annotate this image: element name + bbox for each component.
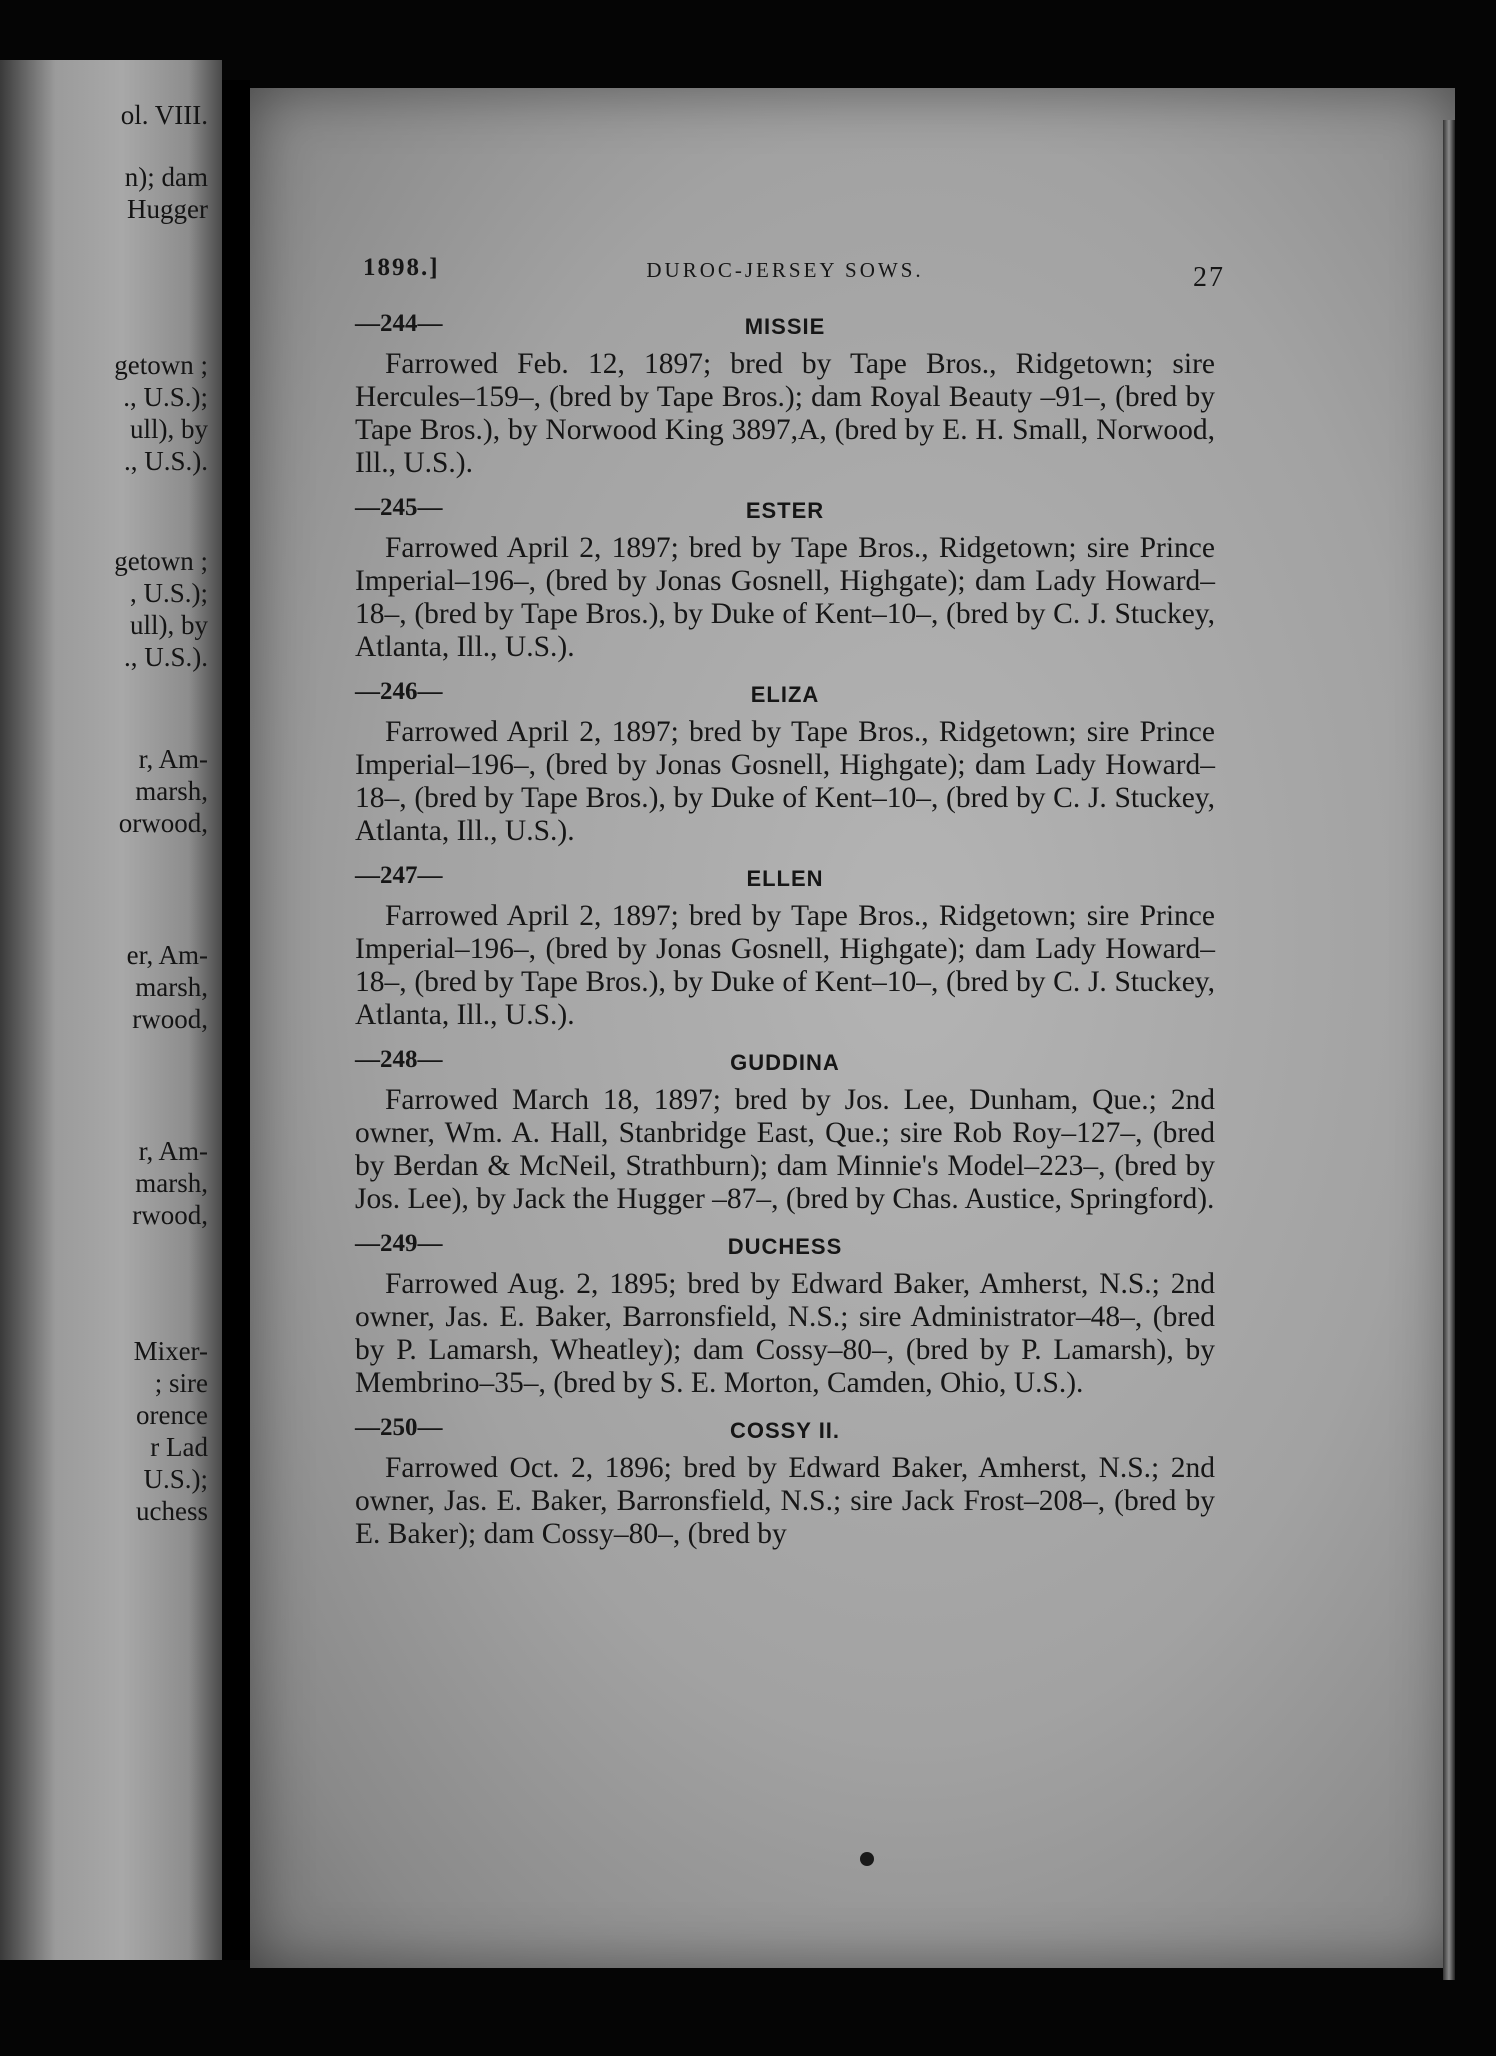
left-page-fragment: ; sire <box>154 1368 208 1398</box>
book-gutter <box>222 80 250 1960</box>
left-page-fragment: orwood, <box>118 808 208 838</box>
left-page-fragment: ull), by <box>130 610 208 640</box>
left-page-fragment: ull), by <box>130 414 208 444</box>
ink-blot <box>860 1852 874 1866</box>
left-page-fragment: ., U.S.). <box>123 642 208 672</box>
left-page-fragment: getown ; <box>114 546 208 576</box>
entry-number: —245— <box>355 494 443 521</box>
left-page-fragment: r Lad <box>150 1432 208 1462</box>
entry-name: MISSIE <box>744 314 826 339</box>
entry-name: ELIZA <box>750 682 820 707</box>
entry-name: DUCHESS <box>727 1234 843 1259</box>
entry-number: —246— <box>355 678 443 705</box>
page-number: 27 <box>1193 262 1225 293</box>
entry-text: Farrowed April 2, 1897; bred by Tape Bros., Ridgetown; sire Prince Imperial–196–, (bred by Jonas Gosnell, Highgate); dam Lady Howard–18–, (bred by Tape Bros.), by Duke of Kent–10–, (bred by C. J. Stuckey, Atlanta, Ill., U.S.). <box>355 716 1215 847</box>
entry <box>355 1408 1215 1551</box>
entry-number: —244— <box>355 310 443 337</box>
left-page-fragment: getown ; <box>114 350 208 380</box>
entry-text: Farrowed April 2, 1897; bred by Tape Bros., Ridgetown; sire Prince Imperial–196–, (bred by Jonas Gosnell, Highgate); dam Lady Howard–18–, (bred by Tape Bros.), by Duke of Kent–10–, (bred by C. J. Stuckey, Atlanta, Ill., U.S.). <box>355 532 1215 663</box>
page-edge-shadow <box>1443 120 1455 1980</box>
entry-text: Farrowed April 2, 1897; bred by Tape Bros., Ridgetown; sire Prince Imperial–196–, (bred by Jonas Gosnell, Highgate); dam Lady Howard–18–, (bred by Tape Bros.), by Duke of Kent–10–, (bred by C. J. Stuckey, Atlanta, Ill., U.S.). <box>355 900 1215 1031</box>
left-page-fragment: ., U.S.). <box>123 446 208 476</box>
left-page-fragment: ., U.S.); <box>123 382 208 412</box>
entry-number: —248— <box>355 1046 443 1073</box>
entry-number: —249— <box>355 1230 443 1257</box>
entry <box>355 488 1215 664</box>
left-page-fragment: Hugger <box>127 194 208 224</box>
left-page-fragment: rwood, <box>132 1004 208 1034</box>
entry <box>355 672 1215 848</box>
entry <box>355 1224 1215 1400</box>
running-head <box>355 248 1225 298</box>
left-page-fragment: marsh, <box>135 1168 208 1198</box>
entry-name: GUDDINA <box>730 1050 840 1075</box>
running-head-title: DUROC-JERSEY SOWS. <box>646 258 924 282</box>
entry <box>355 856 1215 1032</box>
entry <box>355 1040 1215 1216</box>
entry-name: ESTER <box>745 498 825 523</box>
entry-text: Farrowed Feb. 12, 1897; bred by Tape Bros., Ridgetown; sire Hercules–159–, (bred by Tape Bros.); dam Royal Beauty –91–, (bred by Tape Bros.), by Norwood King 3897,A, (bred by E. H. Small, Norwood, Ill., U.S.). <box>355 348 1215 479</box>
left-page-fragment: er, Am- <box>126 940 208 970</box>
entry-text: Farrowed March 18, 1897; bred by Jos. Lee, Dunham, Que.; 2nd owner, Wm. A. Hall, Stanbridge East, Que.; sire Rob Roy–127–, (bred by Berdan & McNeil, Strathburn); dam Minnie's Model–223–, (bred by Jos. Lee), by Jack the Hugger –87–, (bred by Chas. Austice, Springford). <box>355 1084 1215 1215</box>
entry-text: Farrowed Aug. 2, 1895; bred by Edward Baker, Amherst, N.S.; 2nd owner, Jas. E. Baker, Barronsfield, N.S.; sire Administrator–48–, (bred by P. Lamarsh, Wheatley); dam Cossy–80–, (bred by P. Lamarsh), by Membrino–35–, (bred by S. E. Morton, Camden, Ohio, U.S.). <box>355 1268 1215 1399</box>
entry-text: Farrowed Oct. 2, 1896; bred by Edward Baker, Amherst, N.S.; 2nd owner, Jas. E. Baker, Barronsfield, N.S.; sire Jack Frost–208–, (bred by E. Baker); dam Cossy–80–, (bred by <box>355 1452 1215 1550</box>
page-content <box>355 248 1225 1559</box>
left-page-fragment: , U.S.); <box>129 578 208 608</box>
left-page-fragment: r, Am- <box>138 744 208 774</box>
left-page-fragment: marsh, <box>135 776 208 806</box>
entry-name: COSSY II. <box>729 1418 841 1443</box>
entry-number: —247— <box>355 862 443 889</box>
left-page-fragment: Mixer- <box>133 1336 208 1366</box>
running-head-year: 1898.] <box>363 254 440 281</box>
left-page-fragment: rwood, <box>132 1200 208 1230</box>
left-page-fragment: U.S.); <box>143 1464 208 1494</box>
left-page-fragment: n); dam <box>124 162 208 192</box>
left-page-fragment: orence <box>136 1400 208 1430</box>
entry-number: —250— <box>355 1414 443 1441</box>
left-page-fragment: r, Am- <box>138 1136 208 1166</box>
entry <box>355 304 1215 480</box>
left-page-edge <box>0 60 222 1960</box>
left-page-fragment: ol. VIII. <box>120 100 208 130</box>
left-page-fragment: marsh, <box>135 972 208 1002</box>
entry-name: ELLEN <box>746 866 824 891</box>
left-page-fragment: uchess <box>136 1496 208 1526</box>
